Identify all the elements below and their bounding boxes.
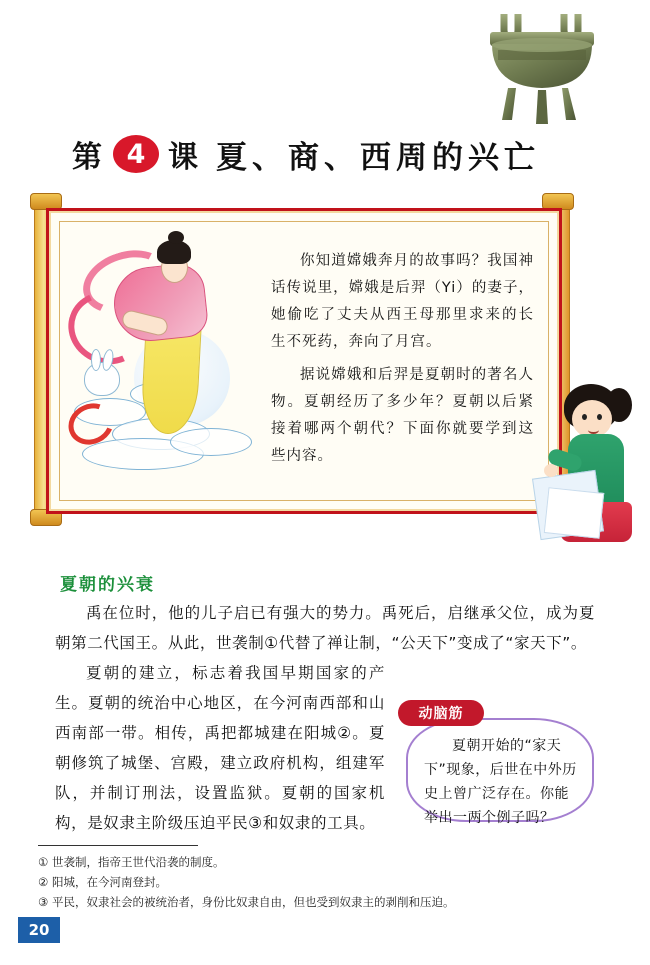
lesson-suffix: 课	[168, 140, 200, 175]
scroll-paper	[46, 208, 562, 514]
ancient-scroll-frame	[18, 196, 578, 541]
lesson-prefix: 第	[72, 140, 104, 175]
footnote-item: ③ 平民，奴隶社会的被统治者，身份比奴隶自由，但也受到奴隶主的剥削和压迫。	[38, 895, 455, 909]
footnote-item: ② 阳城，在今河南登封。	[38, 875, 167, 889]
think-label-badge: 动脑筋	[398, 700, 484, 726]
body-paragraph-2-wrap	[55, 658, 385, 838]
body-paragraph-1-wrap	[55, 598, 595, 658]
think-question: 夏朝开始的“家天下”现象，后世在中外历史上曾广泛存在。你能举出一两个例子吗？	[424, 738, 577, 826]
girl-eye	[582, 414, 587, 420]
footnote-divider	[38, 845, 198, 846]
jade-rabbit-icon	[84, 362, 120, 396]
girl-mouth	[588, 426, 599, 434]
body-paragraph-1: 禹在位时，他的儿子启已有强大的势力。禹死后，启继承父位，成为夏朝第二代国王。从此，世袭制①代替了禅让制，“公天下”变成了“家天下”。	[55, 604, 595, 652]
lesson-title: 夏、商、西周的兴亡	[216, 139, 540, 176]
girl-eye	[597, 414, 602, 420]
paper-sheet-icon	[544, 487, 605, 539]
intro-paragraph-2: 据说嫦娥和后羿是夏朝时的著名人物。夏朝经历了多少年？夏朝以后紧接着哪两个朝代？下面你就要学到这些内容。	[271, 367, 534, 464]
scroll-inner-border	[59, 221, 549, 501]
hair-bun-shape	[168, 231, 184, 244]
page-number: 20	[18, 917, 60, 943]
body-paragraph-2: 夏朝的建立，标志着我国早期国家的产生。夏朝的统治中心地区，在今河南西部和山西南部一带。相传，禹把都城建在阳城②。夏朝修筑了城堡、宫殿，建立政府机构，组建军队，并制订刑法，设置监狱。夏朝的国家机构，是奴隶主阶级压迫平民③和奴隶的工具。	[55, 664, 385, 832]
section-heading: 夏朝的兴衰	[60, 575, 155, 595]
bronze-ding-vessel-icon	[452, 4, 632, 126]
footnote-item: ① 世袭制，指帝王世代沿袭的制度。	[38, 855, 225, 869]
cloud-icon	[170, 428, 252, 456]
footnote-list	[38, 852, 598, 912]
change-flying-to-moon-illustration	[60, 222, 265, 500]
girl-hand	[544, 464, 558, 477]
lesson-number-badge: 4	[113, 135, 159, 173]
think-box	[398, 700, 594, 825]
intro-paragraph-1: 你知道嫦娥奔月的故事吗？我国神话传说里，嫦娥是后羿（Yi）的妻子，她偷吃了丈夫从西王母那里求来的长生不死药，奔向了月宫。	[271, 253, 534, 350]
think-bubble	[406, 718, 594, 826]
reading-girl-illustration	[538, 378, 642, 548]
rabbit-ear	[91, 349, 101, 371]
intro-text	[265, 222, 548, 500]
page-title	[72, 128, 592, 180]
